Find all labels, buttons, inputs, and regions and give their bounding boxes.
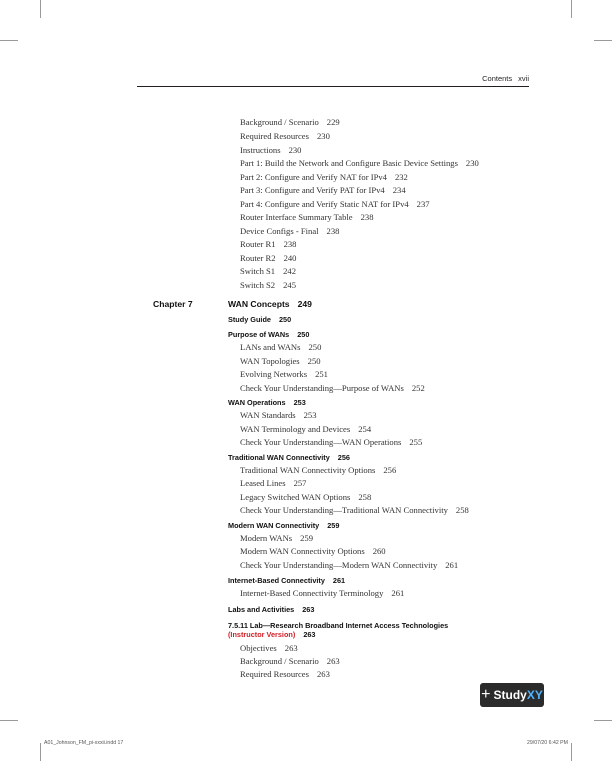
crop-mark <box>571 743 572 761</box>
footer-filename: A01_Johnson_FM_pi-xxxii.indd 17 <box>44 740 124 746</box>
chapter-label: Chapter 7 <box>153 299 193 309</box>
toc-entry[interactable]: Traditional WAN Connectivity Options 256 <box>240 465 397 475</box>
toc-entry[interactable]: Router R1 238 <box>240 239 297 249</box>
toc-entry[interactable]: Router Interface Summary Table 238 <box>240 212 374 222</box>
lab-version[interactable]: (Instructor Version) 263 <box>228 630 316 639</box>
running-header <box>0 74 529 83</box>
toc-section-heading[interactable]: Labs and Activities 263 <box>228 605 315 614</box>
toc-entry[interactable]: Check Your Understanding—Purpose of WANs 252 <box>240 383 425 393</box>
toc-entry[interactable]: Required Resources 230 <box>240 131 330 141</box>
toc-entry[interactable]: Modern WAN Connectivity Options 260 <box>240 546 386 556</box>
plus-icon: + <box>481 686 491 703</box>
chapter-title[interactable]: WAN Concepts 249 <box>228 299 312 309</box>
footer-timestamp: 29/07/20 6:42 PM <box>527 740 568 746</box>
toc-entry[interactable]: Background / Scenario 229 <box>240 117 340 127</box>
toc-entry[interactable]: Background / Scenario 263 <box>240 656 340 666</box>
toc-entry[interactable]: Instructions 230 <box>240 145 302 155</box>
crop-mark <box>40 0 41 18</box>
header-page-number: xvii <box>518 74 529 83</box>
toc-entry[interactable]: Check Your Understanding—WAN Operations 255 <box>240 437 423 447</box>
toc-entry[interactable]: Internet-Based Connectivity Terminology 261 <box>240 588 405 598</box>
toc-entry[interactable]: Required Resources 263 <box>240 669 330 679</box>
lab-title[interactable]: 7.5.11 Lab—Research Broadband Internet Access Technologies <box>228 621 449 630</box>
toc-entry[interactable]: WAN Terminology and Devices 254 <box>240 424 372 434</box>
header-section: Contents <box>482 74 513 83</box>
toc-entry[interactable]: Objectives 263 <box>240 643 298 653</box>
toc-entry[interactable]: Check Your Understanding—Modern WAN Connectivity 261 <box>240 560 459 570</box>
toc-entry[interactable]: Part 4: Configure and Verify Static NAT for IPv4 237 <box>240 199 430 209</box>
crop-mark <box>0 40 18 41</box>
toc-entry[interactable]: WAN Topologies 250 <box>240 356 321 366</box>
crop-mark <box>0 720 18 721</box>
toc-entry[interactable]: Switch S2 245 <box>240 280 296 290</box>
toc-section-heading[interactable]: Modern WAN Connectivity 259 <box>228 521 340 530</box>
toc-entry[interactable]: Part 2: Configure and Verify NAT for IPv4 232 <box>240 172 408 182</box>
toc-section-heading[interactable]: Internet-Based Connectivity 261 <box>228 576 346 585</box>
toc-section-heading[interactable]: Purpose of WANs 250 <box>228 330 310 339</box>
header-rule <box>137 86 529 87</box>
toc-section-heading[interactable]: WAN Operations 253 <box>228 398 306 407</box>
toc-entry[interactable]: Device Configs - Final 238 <box>240 226 340 236</box>
toc-entry[interactable]: Router R2 240 <box>240 253 297 263</box>
toc-entry[interactable]: Switch S1 242 <box>240 266 296 276</box>
studyxy-logo: + Study XY <box>480 683 544 707</box>
toc-entry[interactable]: LANs and WANs 250 <box>240 342 322 352</box>
toc-entry[interactable]: Check Your Understanding—Traditional WAN Connectivity 258 <box>240 505 469 515</box>
crop-mark <box>40 743 41 761</box>
toc-section-heading[interactable]: Study Guide 250 <box>228 315 292 324</box>
toc-entry[interactable]: Modern WANs 259 <box>240 533 314 543</box>
toc-entry[interactable]: WAN Standards 253 <box>240 410 317 420</box>
toc-entry[interactable]: Part 1: Build the Network and Configure Basic Device Settings 230 <box>240 158 479 168</box>
crop-mark <box>594 720 612 721</box>
toc-section-heading[interactable]: Traditional WAN Connectivity 256 <box>228 453 350 462</box>
crop-mark <box>571 0 572 18</box>
toc-entry[interactable]: Part 3: Configure and Verify PAT for IPv4 234 <box>240 185 406 195</box>
crop-mark <box>594 40 612 41</box>
toc-entry[interactable]: Evolving Networks 251 <box>240 369 328 379</box>
toc-entry[interactable]: Legacy Switched WAN Options 258 <box>240 492 372 502</box>
toc-entry[interactable]: Leased Lines 257 <box>240 478 307 488</box>
